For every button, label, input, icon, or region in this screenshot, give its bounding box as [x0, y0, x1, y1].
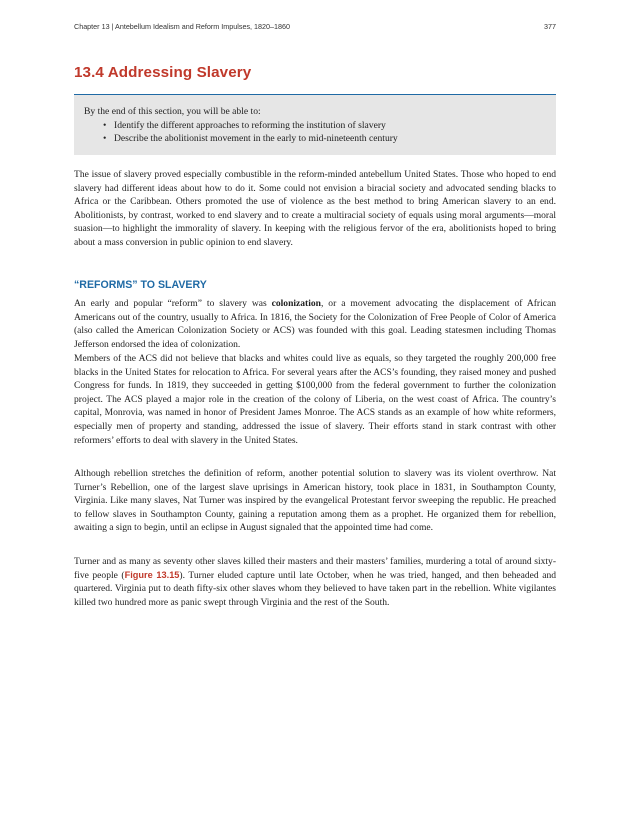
objective-text: Identify the different approaches to reforming the institution of slavery	[114, 119, 386, 131]
objective-item	[103, 119, 556, 133]
acs-paragraph: Members of the ACS did not believe that blacks and whites could live as equals, so they targeted the roughly 200,000 free blacks in the United States for relocation to Africa. For several years after the ACS’s founding, they raised money and pushed Congress for funds. In 1819, they succeeded in getting $100,000 from the federal government to further the colonization project. The ACS played a major role in the creation of the colony of Liberia, on the west coast of Africa. The country’s capital, Monrovia, was named in honor of President James Monroe. The ACS stands as an example of how white reformers, especially men of property and standing, addressed the issue of slavery. Their efforts stand in stark contrast with other reformers’ efforts to deal with slavery in the United States.	[74, 353, 556, 446]
page-number: 377	[544, 22, 556, 31]
learning-objectives-box	[74, 94, 556, 155]
colonization-text-after: , or a movement advocating the displacement of African Americans out of the country, usually to Africa. In 1816, the Society for the Colonization of Free People of Color of America (also called the American Colonization Society or ACS) was founded with this goal. Leading statesmen including Thomas Jefferson endorsed the idea of colonization.	[74, 298, 556, 350]
turner-text-after: ). Turner eluded capture until late October, when he was tried, hanged, and then beheaded and quartered. Virginia put to death fifty-six other slaves whom they believed to have taken part in the rebellion. White vigilantes killed two hundred more as panic swept through Virginia and the rest of the South.	[74, 569, 556, 608]
colonization-term: colonization	[271, 298, 321, 309]
bullet-icon: •	[103, 119, 107, 131]
objectives-list	[84, 119, 556, 146]
colonization-text-before: An early and popular “reform” to slavery was	[74, 298, 272, 309]
objectives-intro: By the end of this section, you will be able to:	[84, 106, 261, 117]
rebellion-paragraph: Although rebellion stretches the definition of reform, another potential solution to slavery was its violent overthrow. Nat Turner’s Rebellion, one of the largest slave uprisings in American history, took place in 1831, in Southampton County, Virginia. Like many slaves, Nat Turner was inspired by the evangelical Protestant fervor sweeping the republic. He preached to fellow slaves in Southampton County, gaining a reputation among them as a prophet. He organized them for rebellion, awaiting a sign to begin, until an eclipse in August signaled that the appointed time had come.	[74, 468, 556, 534]
colonization-paragraph	[74, 297, 556, 351]
turner-text-before: Turner and as many as seventy other slaves killed their masters and their masters’ families, murdering a total of around sixty-five people (	[74, 556, 556, 581]
chapter-label: Chapter 13 | Antebellum Idealism and Reform Impulses, 1820–1860	[74, 22, 291, 31]
section-title: 13.4 Addressing Slavery	[74, 64, 252, 81]
bullet-icon: •	[103, 133, 107, 144]
objective-text: Describe the abolitionist movement in the early to mid-nineteenth century	[114, 133, 398, 144]
subheading-reforms-to-slavery: “REFORMS” TO SLAVERY	[74, 279, 207, 291]
objective-item	[103, 132, 556, 146]
turner-paragraph	[74, 555, 556, 609]
intro-paragraph: The issue of slavery proved especially combustible in the reform-minded antebellum United States. Those who hoped to end slavery had different ideas about how to do it. Some could not envision a biracial society and advocated sending blacks to Africa or the Caribbean. Others promoted the use of violence as the best method to bring American slavery to an end. Abolitionists, by contrast, worked to end slavery and to create a multiracial society of equals using moral arguments—moral suasion—to highlight the immorality of slavery. In keeping with the religious fervor of the era, abolitionists hoped to bring about a mass conversion in public opinion to end slavery.	[74, 169, 556, 248]
running-header	[74, 22, 556, 34]
figure-13-15-link[interactable]: Figure 13.15	[124, 569, 180, 580]
